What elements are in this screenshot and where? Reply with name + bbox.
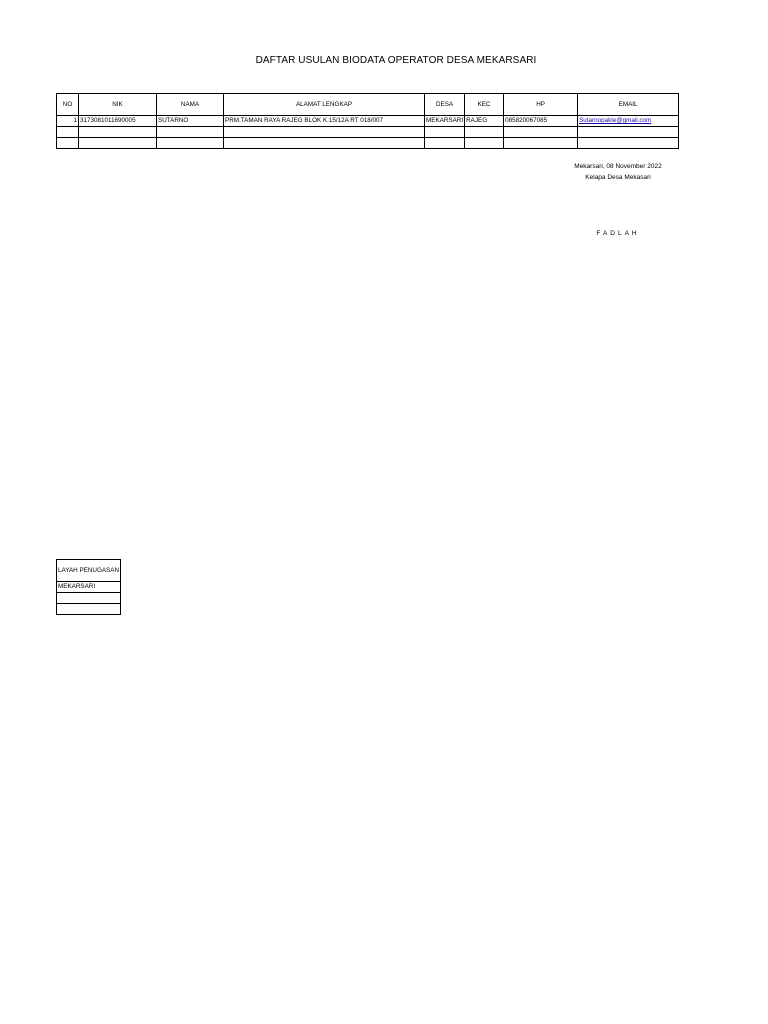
table-row [57,127,679,138]
cell-email [578,116,679,127]
cell-kec [465,127,504,138]
side-cell [57,604,121,615]
cell-alamat [224,138,425,149]
cell-email [578,138,679,149]
side-cell [57,593,121,604]
operator-table [56,93,679,149]
cell-nik: 3173081011690005 [79,116,157,127]
table-row [57,116,679,127]
side-table [56,559,121,615]
cell-nama [157,127,224,138]
cell-nama: SUTARNO [157,116,224,127]
cell-nama [157,138,224,149]
table-header-row [57,94,679,116]
cell-no [57,138,79,149]
cell-alamat [224,127,425,138]
side-cell: LAYAH PENUGASAN [57,560,121,582]
cell-email [578,127,679,138]
cell-alamat: PRM.TAMAN RAYA RAJEG BLOK K.15/12A RT 018/007 [224,116,425,127]
cell-no: 1 [57,116,79,127]
signature-block [548,161,688,183]
column-header-hp: HP [504,94,578,116]
cell-hp [504,127,578,138]
table-row [57,138,679,149]
email-link[interactable]: Sutarnopakle@gmail.com [579,117,652,124]
column-header-nik: NIK [79,94,157,116]
column-header-kec: KEC [465,94,504,116]
cell-desa [425,138,465,149]
table-row [57,604,121,615]
cell-hp: 085820067085 [504,116,578,127]
place-date: Mekarsari, 08 November 2022 [574,163,662,170]
cell-kec [465,138,504,149]
column-header-desa: DESA [425,94,465,116]
column-header-no: NO [57,94,79,116]
table-row [57,560,121,582]
cell-kec: RAJEG [465,116,504,127]
document-title: DAFTAR USULAN BIODATA OPERATOR DESA MEKARSARI [255,55,537,66]
column-header-nama: NAMA [157,94,224,116]
column-header-alamat: ALAMAT LENGKAP [224,94,425,116]
cell-hp [504,138,578,149]
table-row [57,582,121,593]
column-header-email: EMAIL [578,94,679,116]
cell-no [57,127,79,138]
signer-name: FADLAH [596,230,640,237]
signer-position: Kelapa Desa Mekasari [585,174,651,181]
cell-desa [425,127,465,138]
cell-desa: MEKARSARI [425,116,465,127]
table-row [57,593,121,604]
side-cell: MEKARSARI [57,582,121,593]
cell-nik [79,138,157,149]
cell-nik [79,127,157,138]
